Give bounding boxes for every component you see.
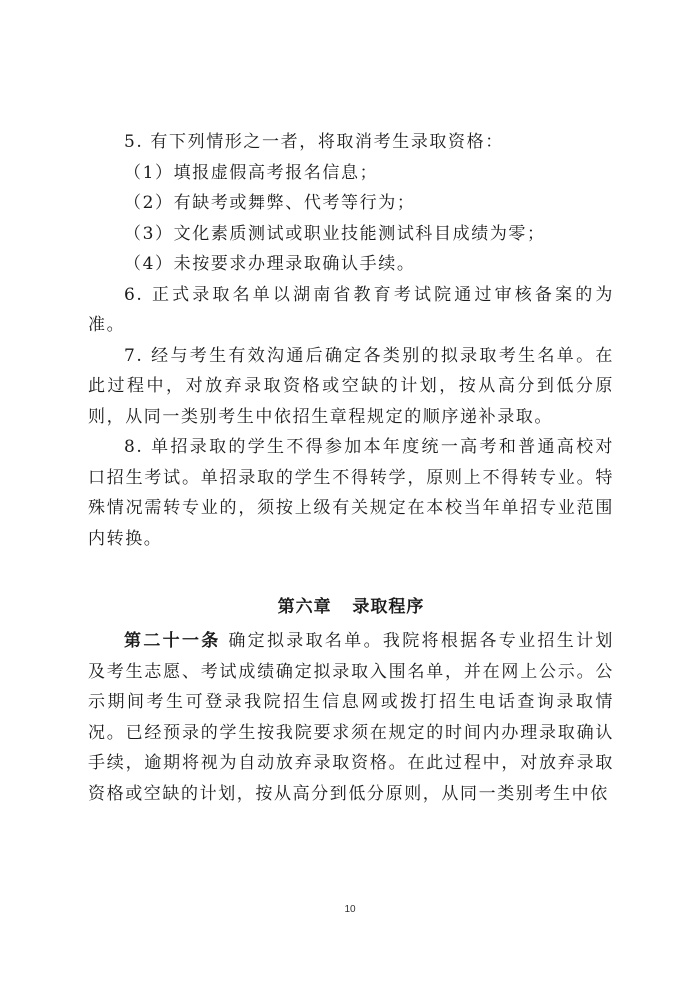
paragraph-item-8: 8. 单招录取的学生不得参加本年度统一高考和普通高校对口招生考试。单招录取的学生不得转学，原则上不得转专业。特殊情况需转专业的，须按上级有关规定在本校当年单招专业范围内转换。 — [88, 437, 614, 549]
paragraph-item-5-3: （3）文化素质测试或职业技能测试科目成绩为零； — [124, 223, 546, 244]
article-21 — [88, 626, 614, 809]
paragraph-item-6: 6. 正式录取名单以湖南省教育考试院通过审核备案的为准。 — [88, 284, 614, 335]
page-content — [88, 127, 614, 809]
paragraph-item-5-2: （2）有缺考或舞弊、代考等行为； — [124, 193, 416, 213]
article-number: 第二十一条 — [124, 631, 221, 651]
paragraph-item-7: 7. 经与考生有效沟通后确定各类别的拟录取考生名单。在此过程中，对放弃录取资格或空缺的计划，按从高分到低分原则，从同一类别考生中依招生章程规定的顺序递补录取。 — [88, 345, 614, 427]
article-text: 确定拟录取名单。我院将根据各专业招生计划及考生志愿、考试成绩确定拟录取入围名单，并在网上公示。公示期间考生可登录我院招生信息网或拨打招生电话查询录取情况。已经预录的学生按我院要求须在规定的时间内办理录取确认手续，逾期将视为自动放弃录取资格。在此过程中，对放弃录取资格或空缺的计划，按从高分到低分原则，从同一类别考生中依 — [88, 631, 614, 804]
paragraph-item-5-4: （4）未按要求办理录取确认手续。 — [124, 254, 416, 274]
page-number: 10 — [344, 904, 356, 915]
paragraph-item-5: 5. 有下列情形之一者，将取消考生录取资格： — [124, 132, 504, 152]
paragraph-item-5-1: （1）填报虚假高考报名信息； — [124, 162, 379, 183]
chapter-title: 第六章 录取程序 — [277, 597, 425, 617]
